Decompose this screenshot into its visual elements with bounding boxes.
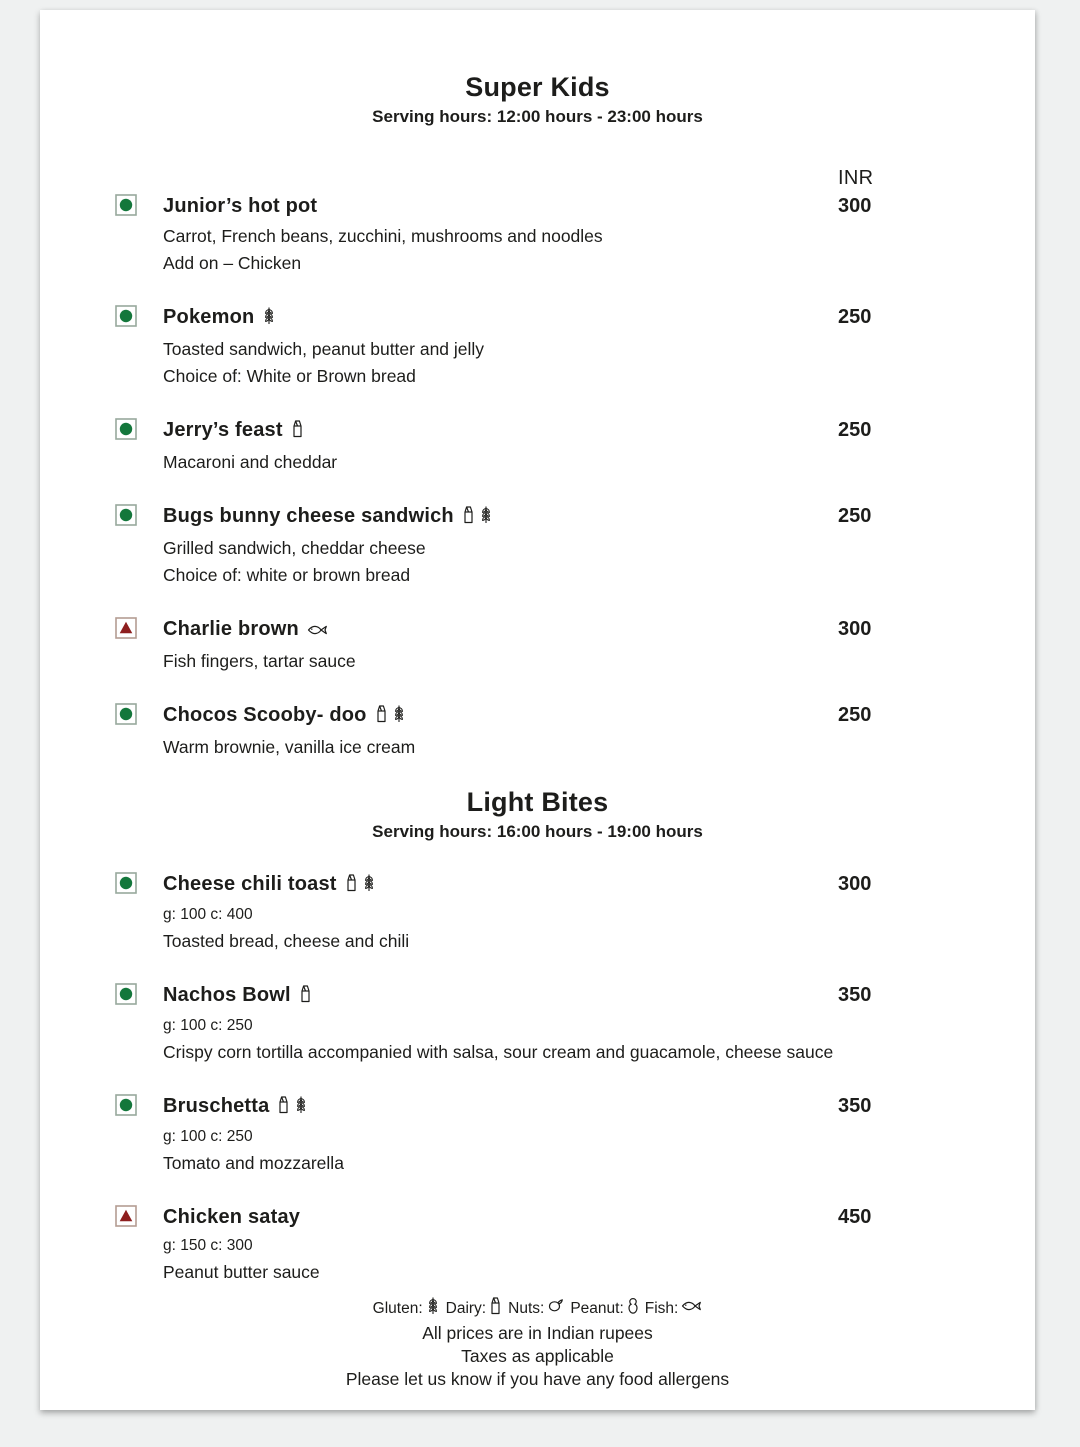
item-name: Nachos Bowl [163,984,291,1006]
dairy-icon [291,419,304,448]
fish-icon [307,619,328,647]
item-description [163,1039,838,1066]
item-description-line: Macaroni and cheddar [163,452,338,472]
item-description-line: Grilled sandwich, cheddar cheese [163,538,426,558]
item-allergen-icons [291,423,308,440]
item-price: 300 [838,618,872,640]
item-price: 350 [838,984,872,1006]
item-description [163,223,838,277]
item-name: Junior’s hot pot [163,195,318,217]
item-name: Bruschetta [163,1095,270,1117]
menu-item [115,701,1035,761]
section-title: Super Kids [465,72,610,102]
item-price: 250 [838,704,872,726]
veg-indicator-icon [115,504,137,526]
legend-label: Peanut: [570,1300,624,1317]
item-description-line: Toasted sandwich, peanut butter and jelly [163,339,485,359]
item-allergen-icons [375,708,410,725]
section-items [115,870,1035,1286]
item-name: Bugs bunny cheese sandwich [163,505,454,527]
item-portion-info: g: 100 c: 400 [163,906,253,923]
currency-header-row [115,167,1035,190]
veg-indicator-icon [115,872,137,894]
menu-item [115,1203,1035,1286]
menu-item [115,981,1035,1066]
menu-item [115,303,1035,390]
item-price: 450 [838,1206,872,1228]
gluten-icon [294,1095,308,1124]
legend-dairy [446,1296,502,1322]
item-description [163,648,838,675]
item-allergen-icons [462,509,497,526]
menu-item [115,870,1035,955]
item-description [163,928,838,955]
legend-nuts [508,1298,564,1320]
menu-page [40,10,1035,1410]
item-allergen-icons [307,622,332,639]
menu-sections [115,72,1035,1286]
veg-indicator-icon [115,983,137,1005]
legend-fish [645,1298,703,1320]
allergen-legend [40,1296,1035,1322]
item-allergen-icons [262,310,280,327]
menu-footer [40,1296,1035,1391]
item-description-line: Carrot, French beans, zucchini, mushrooms and noodles [163,226,603,246]
item-name: Chocos Scooby- doo [163,704,367,726]
dairy-icon [462,505,475,534]
fish-icon [681,1298,702,1320]
currency-label: INR [838,167,874,189]
section-title: Light Bites [466,787,609,817]
item-name: Chicken satay [163,1206,301,1228]
item-price: 250 [838,306,872,328]
legend-label: Nuts: [508,1300,545,1317]
legend-peanut [570,1297,638,1322]
item-allergen-icons [345,877,380,894]
legend-label: Dairy: [445,1300,487,1317]
legend-gluten [373,1296,440,1322]
veg-indicator-icon [115,418,137,440]
veg-indicator-icon [115,305,137,327]
veg-indicator-icon [115,703,137,725]
menu-item [115,416,1035,476]
gluten-icon [362,873,376,902]
item-name: Jerry’s feast [163,419,283,441]
peanut-icon [627,1297,639,1322]
legend-label: Fish: [644,1300,679,1317]
dairy-icon [489,1296,502,1322]
item-description-line: Toasted bread, cheese and chili [163,931,410,951]
gluten-icon [392,704,406,733]
item-price: 300 [838,195,872,217]
nuts-icon [547,1298,564,1320]
item-price: 300 [838,873,872,895]
menu-section-light-bites [115,787,1035,1286]
gluten-icon [426,1296,440,1322]
item-description [163,734,838,761]
item-description-line: Tomato and mozzarella [163,1153,344,1173]
item-name: Pokemon [163,306,255,328]
gluten-icon [262,306,276,335]
menu-item [115,192,1035,277]
item-description-line: Warm brownie, vanilla ice cream [163,737,416,757]
item-description [163,1259,838,1286]
item-description [163,336,838,390]
item-description [163,535,838,589]
item-description-line: Choice of: White or Brown bread [163,366,416,386]
footer-note-taxes: Taxes as applicable [461,1346,614,1366]
item-portion-info: g: 100 c: 250 [163,1017,253,1034]
item-description-line: Choice of: white or brown bread [163,565,411,585]
item-portion-info: g: 100 c: 250 [163,1128,253,1145]
nonveg-indicator-icon [115,617,137,639]
dairy-icon [345,873,358,902]
menu-section-super-kids [115,72,1035,761]
item-description-line: Add on – Chicken [163,253,302,273]
item-description [163,449,838,476]
menu-item [115,615,1035,675]
item-description-line: Peanut butter sauce [163,1262,320,1282]
item-price: 250 [838,505,872,527]
menu-item [115,502,1035,589]
item-description [163,1150,838,1177]
dairy-icon [277,1095,290,1124]
item-allergen-icons [299,988,316,1005]
section-serving-hours: Serving hours: 12:00 hours - 23:00 hours [372,107,703,126]
menu-item [115,1092,1035,1177]
nonveg-indicator-icon [115,1205,137,1227]
item-price: 250 [838,419,872,441]
gluten-icon [479,505,493,534]
veg-indicator-icon [115,194,137,216]
item-description-line: Fish fingers, tartar sauce [163,651,356,671]
item-allergen-icons [277,1099,312,1116]
legend-label: Gluten: [372,1300,423,1317]
item-name: Cheese chili toast [163,873,337,895]
section-serving-hours: Serving hours: 16:00 hours - 19:00 hours [372,822,703,841]
footer-note-allergens: Please let us know if you have any food allergens [345,1369,730,1389]
section-items [115,192,1035,761]
item-description-line: Crispy corn tortilla accompanied with salsa, sour cream and guacamole, cheese sauce [163,1042,834,1062]
dairy-icon [375,704,388,733]
item-name: Charlie brown [163,618,299,640]
footer-note-prices: All prices are in Indian rupees [422,1323,653,1343]
item-portion-info: g: 150 c: 300 [163,1237,253,1254]
item-price: 350 [838,1095,872,1117]
dairy-icon [299,984,312,1013]
veg-indicator-icon [115,1094,137,1116]
